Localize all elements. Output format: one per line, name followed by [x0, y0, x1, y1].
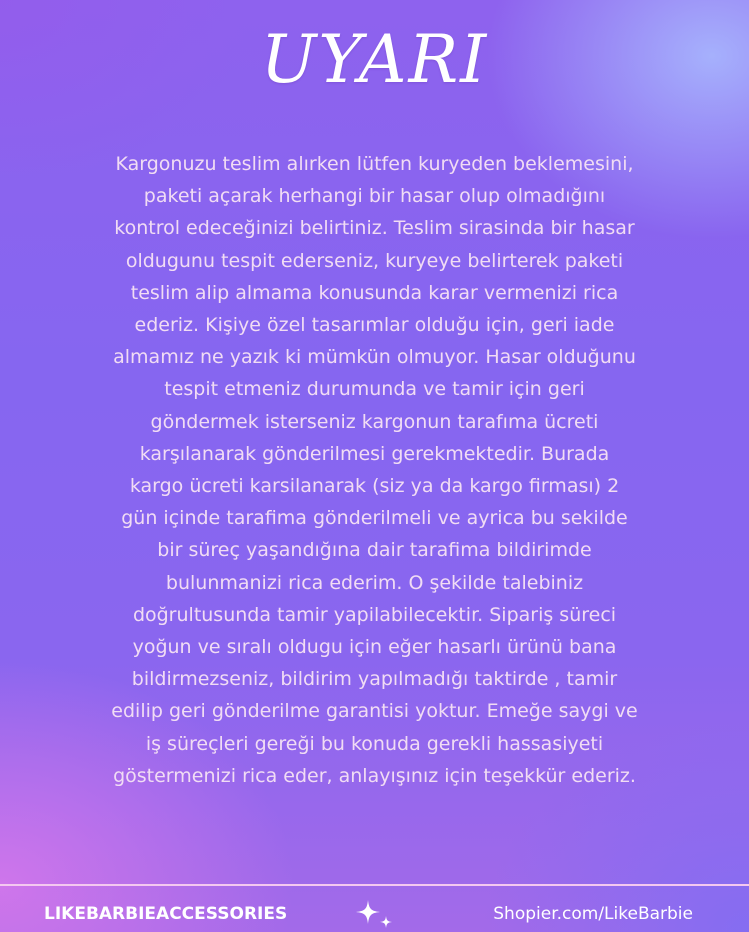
- warning-line: teslim alip almama konusunda karar vermenizi rica: [130, 281, 619, 304]
- warning-text: [52, 148, 697, 792]
- warning-line: karşılanarak gönderilmesi gerekmektedir. Burada: [139, 442, 610, 465]
- sparkle-icon: [354, 896, 398, 932]
- warning-line: kargo ücreti karsilanarak (siz ya da kargo firması) 2: [129, 475, 620, 498]
- warning-line: oldugunu tespit ederseniz, kuryeye belirterek paketi: [125, 249, 624, 272]
- warning-line: doğrultusunda tamir yapilabilecektir. Sipariş süreci: [132, 603, 617, 626]
- warning-line: yoğun ve sıralı oldugu için eğer hasarlı ürünü bana: [132, 636, 617, 659]
- warning-line: ederiz. Kişiye özel tasarımlar olduğu için, geri iade: [134, 314, 615, 337]
- warning-line: edilip geri gönderilme garantisi yoktur. Emeğe saygi ve: [111, 700, 638, 723]
- page-title: UYARI: [260, 21, 489, 98]
- warning-line: almamız ne yazık ki mümkün olmuyor. Hasar olduğunu: [113, 346, 636, 369]
- warning-line: iş süreçleri gereği bu konuda gerekli hassasiyeti: [145, 732, 604, 755]
- warning-line: tespit etmeniz durumunda ve tamir için geri: [164, 378, 585, 401]
- warning-line: bulunmanizi rica ederim. O şekilde talebiniz: [165, 571, 584, 594]
- warning-line: Kargonuzu teslim alırken lütfen kuryeden beklemesini,: [115, 153, 634, 175]
- shop-link[interactable]: Shopier.com/LikeBarbie: [493, 904, 693, 924]
- warning-line: göndermek isterseniz kargonun tarafıma ücreti: [150, 410, 599, 433]
- warning-line: göstermenizi rica eder, anlayışınız için teşekkür ederiz.: [113, 764, 636, 787]
- warning-line: bir süreç yaşandığına dair tarafima bildirimde: [157, 539, 592, 562]
- warning-line: paketi açarak herhangi bir hasar olup olmadığını: [143, 185, 606, 208]
- warning-line: kontrol edeceğinizi belirtiniz. Teslim sirasinda bir hasar: [114, 217, 635, 240]
- warning-line: bildirmezseniz, bildirim yapılmadığı taktirde , tamir: [131, 668, 618, 691]
- warning-line: gün içinde tarafima gönderilmeli ve ayrica bu sekilde: [121, 507, 628, 530]
- footer-divider: [0, 884, 749, 886]
- brand-name: LIKEBARBIEACCESSORIES: [44, 904, 288, 924]
